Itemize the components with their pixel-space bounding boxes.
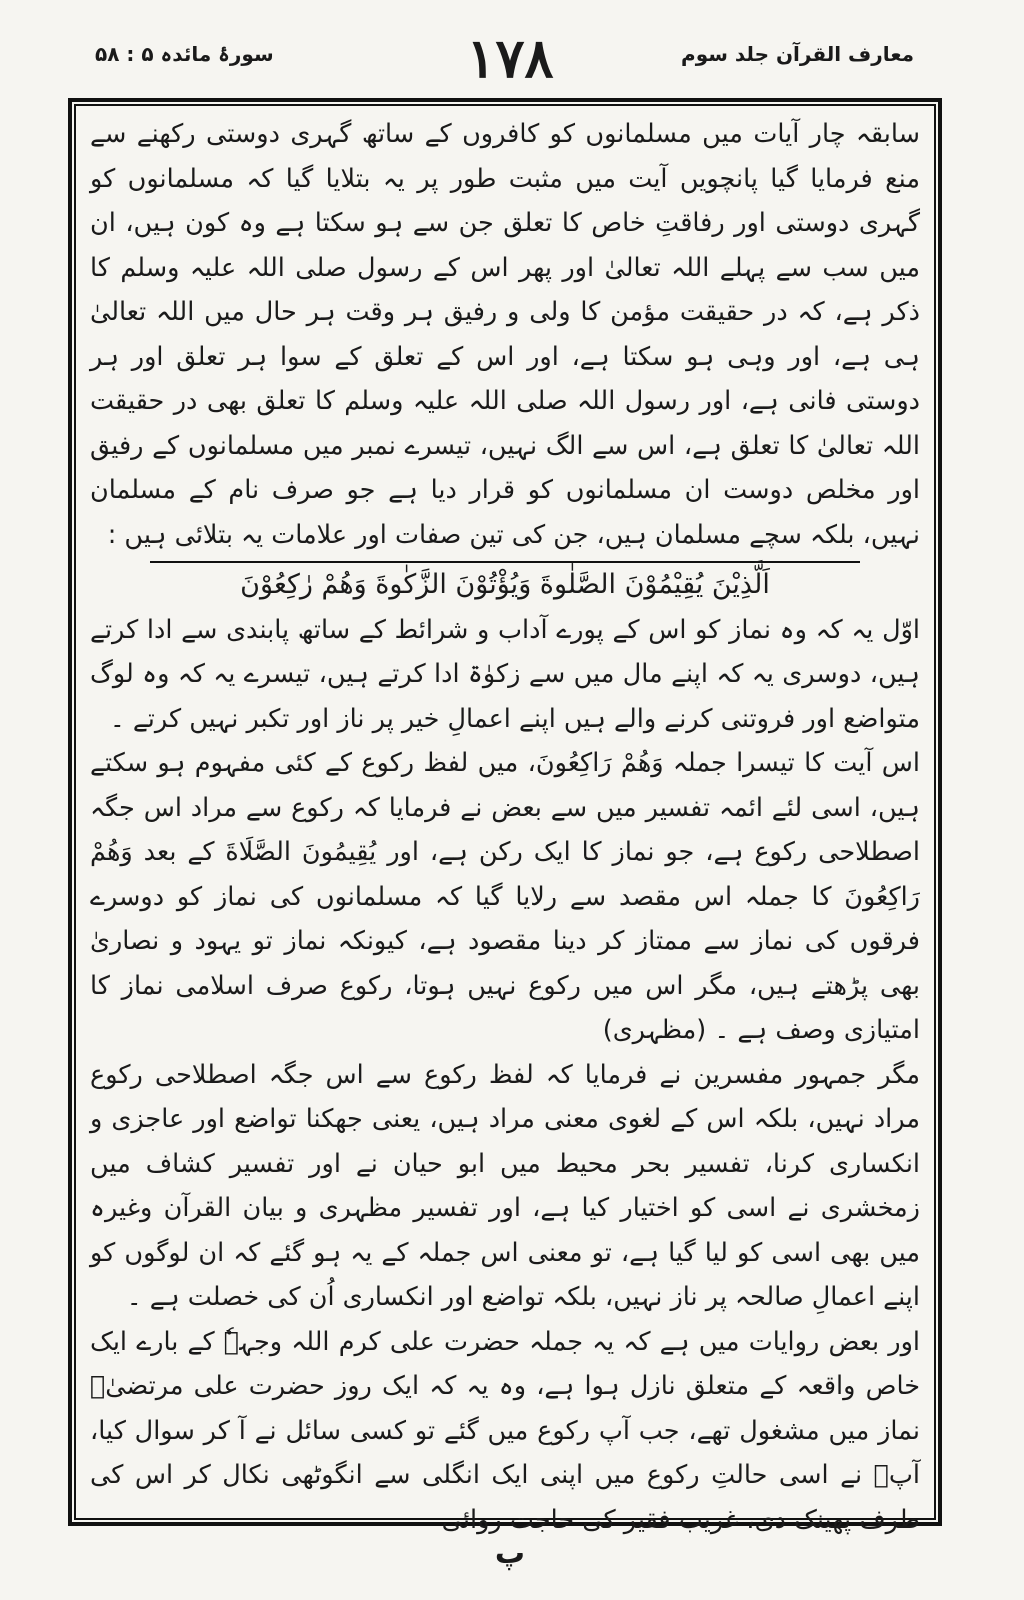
paragraph: اور بعض روایات میں ہے کہ یہ جملہ حضرت علی کرم اللہ وجہہٗ کے بارے ایک خاص واقعہ کے متعلق نازل ہوا ہے، وہ یہ کہ ایک روز حضرت علی مرتضیٰؓ نماز میں مشغول تھے، جب آپ رکوع میں گئے تو کسی سائل نے آ کر سوال کیا، آپؓ نے اسی حالتِ رکوع میں اپنی ایک انگلی سے انگوٹھی نکال کر اس کی طرف پھینک دی، غریب فقیر کی حاجت روائی bbox=[90, 1326, 920, 1535]
paragraph: مگر جمہور مفسرین نے فرمایا کہ لفظ رکوع سے اس جگہ اصطلاحی رکوع مراد نہیں، بلکہ اس کے لغوی معنی مراد ہیں، یعنی جھکنا تواضع اور عاجزی و انکساری کرنا، تفسیر بحر محیط میں ابو حیان نے اور تفسیر کشاف میں زمخشری نے اسی کو اختیار کیا ہے، اور تفسیر مظہری و بیان القرآن وغیرہ میں بھی اسی کو لیا گیا ہے، تو معنی اس جملہ کے یہ ہو گئے کہ ان لوگوں کو اپنے اعمالِ صالحہ پر ناز نہیں، بلکہ تواضع اور انکساری اُن کی خصلت ہے ۔ bbox=[90, 1059, 920, 1312]
footer-mark: پ bbox=[494, 1536, 526, 1571]
page-number: ۱۷۸ bbox=[466, 26, 554, 90]
quran-verse: اَلَّذِيْنَ يُقِيْمُوْنَ الصَّلٰوةَ وَيُؤْتُوْنَ الزَّكٰوةَ وَهُمْ رٰكِعُوْنَ bbox=[150, 561, 860, 608]
paragraph: سابقہ چار آیات میں مسلمانوں کو کافروں کے ساتھ گہری دوستی رکھنے سے منع فرمایا گیا پانچویں آیت میں مثبت طور پر یہ بتلایا گیا کہ مسلمانوں کو گہری دوستی اور رفاقتِ خاص کا تعلق جن سے ہو سکتا ہے وہ کون ہیں، ان میں سب سے پہلے اللہ تعالیٰ اور پھر اس کے رسول صلی اللہ علیہ وسلم کا ذکر ہے، کہ در حقیقت مؤمن کا ولی و رفیق ہر وقت ہر حال میں اللہ تعالیٰ ہی ہے، اور وہی ہو سکتا ہے، اور اس کے تعلق کے سوا ہر تعلق اور ہر دوستی فانی ہے، اور رسول اللہ صلی اللہ علیہ وسلم کا تعلق بھی در حقیقت اللہ تعالیٰ کا تعلق ہے، اس سے الگ نہیں، تیسرے نمبر میں مسلمانوں کے رفیق اور مخلص دوست ان مسلمانوں کو قرار دیا ہے جو صرف نام کے مسلمان نہیں، بلکہ سچے مسلمان ہیں، جن کی تین صفات اور علامات یہ بتلائی ہیں : bbox=[90, 119, 920, 550]
surah-reference: سورۂ مائدہ ۵ : ۵۸ bbox=[95, 42, 274, 66]
book-title: معارف القرآن جلد سوم bbox=[681, 42, 914, 66]
paragraph: اس آیت کا تیسرا جملہ وَهُمْ رَاكِعُونَ، میں لفظ رکوع کے کئی مفہوم ہو سکتے ہیں، اسی لئے ائمہ تفسیر میں سے بعض نے فرمایا کہ رکوع سے مراد اس جگہ اصطلاحی رکوع ہے، جو نماز کا ایک رکن ہے، اور يُقِيمُونَ الصَّلَاةَ کے بعد وَهُمْ رَاكِعُونَ کا جملہ اس مقصد سے رلایا گیا کہ مسلمانوں کی نماز کو دوسرے فرقوں کی نماز سے ممتاز کر دینا مقصود ہے، کیونکہ نماز تو یہود و نصاریٰ بھی پڑھتے ہیں، مگر اس میں رکوع نہیں ہوتا، رکوع صرف اسلامی نماز کا امتیازی وصف ہے ۔ (مظہری) bbox=[90, 748, 920, 1045]
page-body bbox=[90, 112, 920, 1535]
page-header bbox=[0, 0, 1024, 96]
paragraph: اوّل یہ کہ وہ نماز کو اس کے پورے آداب و شرائط کے ساتھ پابندی سے ادا کرتے ہیں، دوسری یہ کہ اپنے مال میں سے زکوٰۃ ادا کرتے ہیں، تیسرے یہ کہ وہ لوگ متواضع اور فروتنی کرنے والے ہیں اپنے اعمالِ خیر پر ناز اور تکبر نہیں کرتے ۔ bbox=[90, 614, 920, 734]
